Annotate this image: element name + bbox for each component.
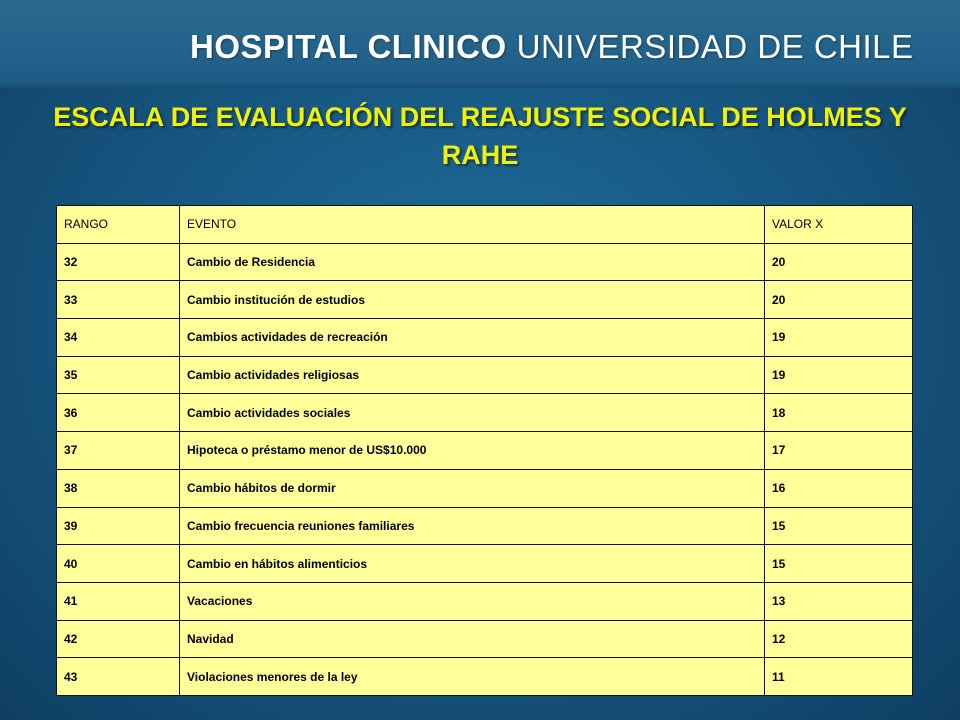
cell-evento: Cambio actividades sociales	[180, 394, 765, 432]
table-row	[57, 356, 913, 394]
table-row	[57, 545, 913, 583]
header-band	[0, 0, 960, 88]
cell-rango: 34	[57, 319, 180, 357]
cell-rango: 42	[57, 620, 180, 658]
page-title: ESCALA DE EVALUACIÓN DEL REAJUSTE SOCIAL DE HOLMES Y RAHE	[53, 102, 907, 170]
cell-evento: Vacaciones	[180, 582, 765, 620]
cell-valor: 17	[765, 432, 913, 470]
table-row	[57, 243, 913, 281]
cell-valor: 20	[765, 243, 913, 281]
hospital-logo	[190, 28, 914, 68]
logo-bold-text: HOSPITAL CLINICO	[190, 28, 507, 65]
cell-evento: Cambio frecuencia reuniones familiares	[180, 507, 765, 545]
cell-rango: 41	[57, 582, 180, 620]
cell-rango: 35	[57, 356, 180, 394]
cell-rango: 43	[57, 658, 180, 696]
cell-valor: 19	[765, 356, 913, 394]
table-row	[57, 658, 913, 696]
header-rango: RANGO	[57, 206, 180, 244]
cell-valor: 19	[765, 319, 913, 357]
cell-rango: 33	[57, 281, 180, 319]
cell-evento: Cambio en hábitos alimenticios	[180, 545, 765, 583]
cell-rango: 38	[57, 469, 180, 507]
cell-evento: Cambio hábitos de dormir	[180, 469, 765, 507]
cell-valor: 12	[765, 620, 913, 658]
table-row	[57, 582, 913, 620]
cell-valor: 16	[765, 469, 913, 507]
cell-evento: Cambio actividades religiosas	[180, 356, 765, 394]
cell-valor: 18	[765, 394, 913, 432]
table-row	[57, 432, 913, 470]
cell-evento: Violaciones menores de la ley	[180, 658, 765, 696]
table-row	[57, 620, 913, 658]
cell-evento: Cambio institución de estudios	[180, 281, 765, 319]
cell-evento: Cambio de Residencia	[180, 243, 765, 281]
cell-evento: Hipoteca o préstamo menor de US$10.000	[180, 432, 765, 470]
cell-valor: 13	[765, 582, 913, 620]
cell-valor: 15	[765, 507, 913, 545]
cell-evento: Navidad	[180, 620, 765, 658]
table-row	[57, 507, 913, 545]
table-row	[57, 281, 913, 319]
cell-rango: 37	[57, 432, 180, 470]
cell-rango: 39	[57, 507, 180, 545]
cell-evento: Cambios actividades de recreación	[180, 319, 765, 357]
logo-light-text: UNIVERSIDAD DE CHILE	[516, 28, 914, 65]
cell-rango: 32	[57, 243, 180, 281]
table-row	[57, 469, 913, 507]
table-header-row	[57, 206, 913, 244]
table-row	[57, 319, 913, 357]
cell-valor: 11	[765, 658, 913, 696]
header-valor: VALOR X	[765, 206, 913, 244]
cell-valor: 15	[765, 545, 913, 583]
table-row	[57, 394, 913, 432]
cell-rango: 40	[57, 545, 180, 583]
events-table	[56, 205, 913, 696]
cell-valor: 20	[765, 281, 913, 319]
header-evento: EVENTO	[180, 206, 765, 244]
cell-rango: 36	[57, 394, 180, 432]
